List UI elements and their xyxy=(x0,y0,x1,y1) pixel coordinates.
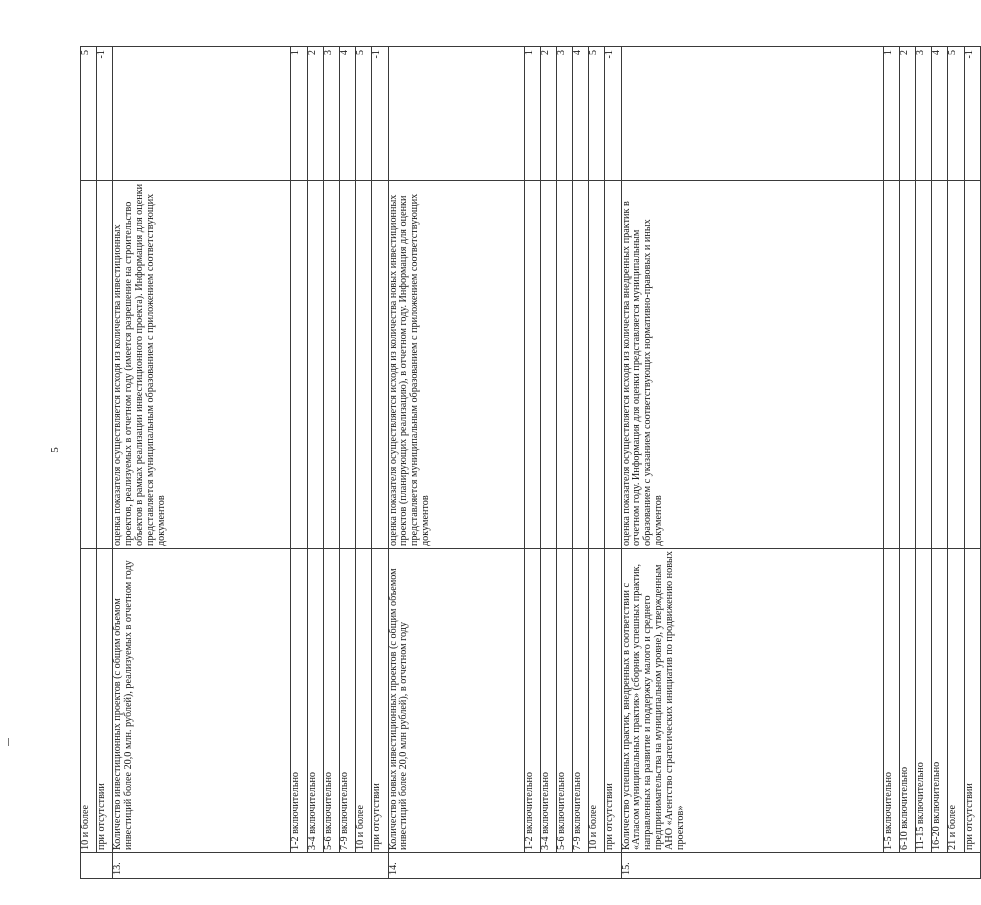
score-cell: -1 xyxy=(97,47,113,181)
score-cell: 3 xyxy=(323,47,339,181)
range-cell: при отсутствии xyxy=(605,549,621,853)
section-title-row xyxy=(621,47,883,879)
criteria-table xyxy=(80,46,981,879)
table-row xyxy=(540,47,556,879)
section-number: 14. xyxy=(388,853,621,879)
table-row xyxy=(589,47,605,879)
range-cell: при отсутствии xyxy=(372,549,388,853)
criteria-table-body xyxy=(81,47,981,879)
table-row xyxy=(291,47,307,879)
note-cell xyxy=(291,181,307,549)
score-cell: 5 xyxy=(589,47,605,181)
section-note: оценка показателя осуществляется исходя из количества новых инвестиционных проектов (планирующих реализацию), в отчетном году. Информация для оценки представляется муниципальным образованием с приложением соответствующих документов xyxy=(388,181,524,549)
range-cell: 11-15 включительно xyxy=(916,549,932,853)
score-cell: 3 xyxy=(916,47,932,181)
criteria-table-rotated xyxy=(80,47,975,879)
table-row xyxy=(556,47,572,879)
section-number: 13. xyxy=(113,853,388,879)
score-cell: 5 xyxy=(81,47,97,181)
score-cell: -1 xyxy=(964,47,980,181)
note-cell xyxy=(589,181,605,549)
score-cell: 5 xyxy=(356,47,372,181)
score-cell: -1 xyxy=(372,47,388,181)
table-row xyxy=(356,47,372,879)
note-cell xyxy=(948,181,964,549)
range-cell: 7-9 включительно xyxy=(339,549,355,853)
score-cell: 4 xyxy=(573,47,589,181)
note-cell xyxy=(339,181,355,549)
note-cell xyxy=(81,181,97,549)
score-cell: 1 xyxy=(291,47,307,181)
range-cell: при отсутствии xyxy=(964,549,980,853)
note-cell xyxy=(573,181,589,549)
score-cell: 2 xyxy=(540,47,556,181)
section-title-row xyxy=(388,47,524,879)
table-row xyxy=(964,47,980,879)
table-row xyxy=(81,47,97,879)
score-cell xyxy=(113,47,291,181)
range-cell: 3-4 включительно xyxy=(307,549,323,853)
table-row xyxy=(573,47,589,879)
note-cell xyxy=(356,181,372,549)
range-cell: 1-5 включительно xyxy=(883,549,899,853)
table-row xyxy=(524,47,540,879)
note-cell xyxy=(524,181,540,549)
score-cell: 4 xyxy=(932,47,948,181)
note-cell xyxy=(323,181,339,549)
note-cell xyxy=(883,181,899,549)
range-cell: 10 и более xyxy=(589,549,605,853)
score-cell: 5 xyxy=(948,47,964,181)
table-row xyxy=(932,47,948,879)
range-cell: 1-2 включительно xyxy=(291,549,307,853)
score-cell: 4 xyxy=(339,47,355,181)
note-cell xyxy=(916,181,932,549)
range-cell: 1-2 включительно xyxy=(524,549,540,853)
note-cell xyxy=(97,181,113,549)
note-cell xyxy=(556,181,572,549)
table-row xyxy=(948,47,964,879)
scan-mark xyxy=(8,738,9,746)
score-cell: 1 xyxy=(883,47,899,181)
section-title-row xyxy=(113,47,291,879)
range-cell: 16-20 включительно xyxy=(932,549,948,853)
table-row xyxy=(883,47,899,879)
table-row xyxy=(323,47,339,879)
note-cell xyxy=(372,181,388,549)
note-cell xyxy=(605,181,621,549)
score-cell: -1 xyxy=(605,47,621,181)
table-row xyxy=(97,47,113,879)
score-cell xyxy=(388,47,524,181)
table-row xyxy=(307,47,323,879)
number-cell xyxy=(81,853,113,879)
table-row xyxy=(899,47,915,879)
score-cell: 1 xyxy=(524,47,540,181)
score-cell xyxy=(621,47,883,181)
note-cell xyxy=(540,181,556,549)
page-number: 5 xyxy=(48,447,61,453)
score-cell: 2 xyxy=(899,47,915,181)
range-cell: 21 и более xyxy=(948,549,964,853)
table-row xyxy=(339,47,355,879)
range-cell: 5-6 включительно xyxy=(556,549,572,853)
range-cell: при отсутствии xyxy=(97,549,113,853)
score-cell: 2 xyxy=(307,47,323,181)
section-title: Количество новых инвестиционных проектов (с общим объемом инвестиций более 20,0 млн рублей), в отчетном году xyxy=(388,549,524,853)
range-cell: 6-10 включительно xyxy=(899,549,915,853)
table-row xyxy=(372,47,388,879)
note-cell xyxy=(899,181,915,549)
score-cell: 3 xyxy=(556,47,572,181)
range-cell: 10 и более xyxy=(81,549,97,853)
section-note: оценка показателя осуществляется исходя из количества инвестиционных проектов, реализуемых в отчетном году (имеется разрешение на строительство объектов в рамках реализации инвестиционного проекта). Информация для оценки представляется муниципальным образованием с приложением соответствующих документов xyxy=(113,181,291,549)
range-cell: 7-9 включительно xyxy=(573,549,589,853)
section-note: оценка показателя осуществляется исходя из количества внедренных практик в отчетном году. Информация для оценки представляется муниципальным образованием с указанием соответствующих нормативно-правовых и иных документов xyxy=(621,181,883,549)
range-cell: 5-6 включительно xyxy=(323,549,339,853)
section-number: 15. xyxy=(621,853,980,879)
table-row xyxy=(605,47,621,879)
note-cell xyxy=(932,181,948,549)
note-cell xyxy=(964,181,980,549)
section-title: Количество инвестиционных проектов (с общим объемом инвестиций более 20,0 млн. рублей), реализуемых в отчетном году xyxy=(113,549,291,853)
section-title: Количество успешных практик, внедренных в соответствии с «Атласом муниципальных практик» (сборник успешных практик, направленных на развитие и поддержку малого и среднего предпринимательства на муниципальном уровне), утвержденным АНО «Агентство стратегических инициатив по продвижению новых проектов» xyxy=(621,549,883,853)
range-cell: 3-4 включительно xyxy=(540,549,556,853)
note-cell xyxy=(307,181,323,549)
table-row xyxy=(916,47,932,879)
range-cell: 10 и более xyxy=(356,549,372,853)
